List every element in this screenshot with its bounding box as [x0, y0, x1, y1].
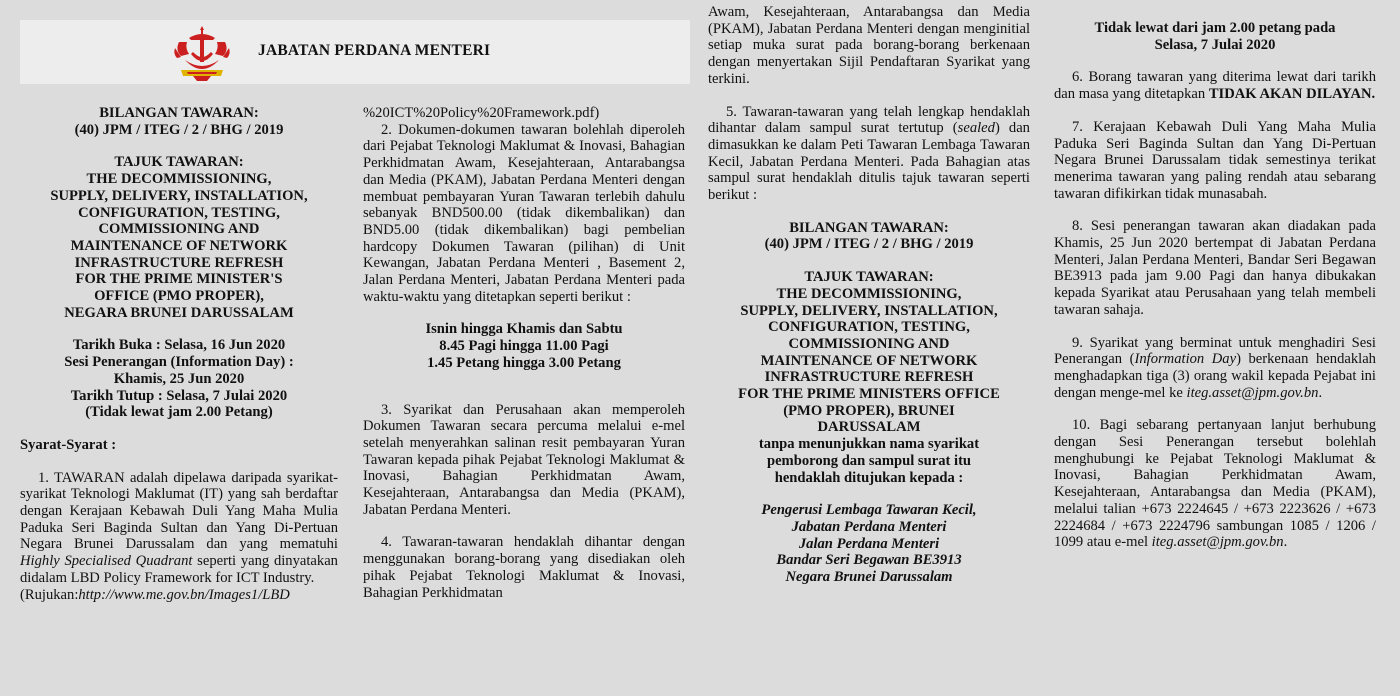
- instruction-line: pemborong dan sampul surat itu: [766, 452, 972, 469]
- title-line: SUPPLY, DELIVERY, INSTALLATION,: [740, 302, 998, 319]
- deadline-line: Selasa, 7 Julai 2020: [1154, 36, 1276, 53]
- title-line: OFFICE (PMO PROPER),: [94, 288, 264, 305]
- address-line: Bandar Seri Begawan BE3913: [776, 552, 962, 569]
- hours-line: 1.45 Petang hingga 3.00 Petang: [427, 354, 621, 371]
- title-line: COMMISSIONING AND: [98, 221, 260, 238]
- title-line: THE DECOMMISSIONING,: [776, 285, 962, 302]
- date-line: Tarikh Tutup : Selasa, 7 Julai 2020: [70, 387, 288, 404]
- reference-url-cont: %20ICT%20Policy%20Framework.pdf): [363, 105, 600, 121]
- conditions-heading: Syarat-Syarat :: [20, 436, 117, 453]
- address-line: Pengerusi Lembaga Tawaran Kecil,: [761, 502, 977, 519]
- date-line: Tarikh Buka : Selasa, 16 Jun 2020: [72, 337, 286, 354]
- tender-number: (40) JPM / ITEG / 2 / BHG / 2019: [764, 236, 974, 253]
- paragraph-9: 9. Syarikat yang berminat untuk menghadiri Sesi Penerangan (Information Day) berkenaan hendaklah menghadapkan tiga (3) orang wakil kepada Pejabat ini dengan menge-mel ke iteg.asset@jpm.gov.bn.: [1054, 334, 1376, 401]
- paragraph-8: 8. Sesi penerangan tawaran akan diadakan pada Khamis, 25 Jun 2020 bertempat di Jabatan Perdana Menteri, Jalan Perdana Menteri, Bandar Seri Begawan BE3913 pada jam 9.00 Pagi dan hanya dibukakan kepada Syarikat atau Perusahaan yang telah membeli tawaran sahaja.: [1054, 218, 1376, 318]
- title-line: SUPPLY, DELIVERY, INSTALLATION,: [50, 187, 308, 204]
- title-line: NEGARA BRUNEI DARUSSALAM: [64, 304, 294, 321]
- paragraph-1: 1. TAWARAN adalah dipelawa daripada syarikat-syarikat Teknologi Maklumat (IT) yang sah berdaftar dengan Kerajaan Kebawah Duli Yang Maha Mulia Paduka Seri Baginda Sultan dan Yang Di-Pertuan Negara Brunei Darussalam dan yang mematuhi Highly Specialised Quadrant seperti yang dinyatakan didalam LBD Policy Framework for ICT Industry.: [20, 469, 338, 586]
- title-line: THE DECOMMISSIONING,: [86, 171, 272, 188]
- title-line: (PMO PROPER), BRUNEI: [783, 402, 955, 419]
- tender-title-block: [708, 269, 1030, 436]
- date-line: Khamis, 25 Jun 2020: [113, 370, 245, 387]
- title-line: COMMISSIONING AND: [788, 335, 950, 352]
- paragraph-2: 2. Dokumen-dokumen tawaran bolehlah diperoleh dari Pejabat Teknologi Maklumat & Inovasi, Bahagian Perkhidmatan Awam, Kesejahteraan, Antarabangsa dan Media (PKAM), Jabatan Perdana Menteri dengan membuat pembayaran Yuran Tawaran terlebih dahulu sebanyak BND500.00 (tidak dikembalikan) dan BND5.00 (tidak dikembalikan) bagi pembelian hardcopy Dokumen Tawaran (pilihan) di Unit Kewangan, Jabatan Perdana Menteri , Basement 2, Jalan Perdana Menteri, Jabatan Perdana Menteri pada waktu-waktu yang ditetapkan seperti berikut :: [363, 121, 685, 305]
- column-4: [1054, 20, 1376, 551]
- address-line: Jalan Perdana Menteri: [798, 535, 940, 552]
- title-line: FOR THE PRIME MINISTER'S: [75, 271, 283, 288]
- dates-block: [20, 337, 338, 421]
- email-link[interactable]: iteg.asset@jpm.gov.bn: [1186, 384, 1319, 401]
- paragraph-4-cont: Awam, Kesejahteraan, Antarabangsa dan Media (PKAM), Jabatan Perdana Menteri dengan menginitial setiap muka surat pada borang-borang berkenaan dengan menyertakan Sijil Pendaftaran Syarikat yang terkini.: [708, 4, 1030, 87]
- title-line: MAINTENANCE OF NETWORK: [760, 352, 978, 369]
- address-block: [708, 502, 1030, 586]
- title-line: DARUSSALAM: [817, 419, 921, 436]
- address-line: Negara Brunei Darussalam: [785, 569, 953, 586]
- address-line: Jabatan Perdana Menteri: [791, 518, 947, 535]
- letterhead: [20, 20, 690, 84]
- brunei-crest-icon: [171, 24, 233, 82]
- email-link[interactable]: iteg.asset@jpm.gov.bn: [1151, 534, 1284, 551]
- title-line: INFRASTRUCTURE REFRESH: [74, 254, 284, 271]
- tender-number-heading: BILANGAN TAWARAN:: [789, 219, 949, 236]
- tender-number-heading: BILANGAN TAWARAN:: [99, 105, 259, 121]
- title-line: INFRASTRUCTURE REFRESH: [764, 369, 974, 386]
- title-line: CONFIGURATION, TESTING,: [78, 204, 280, 221]
- hours-line: 8.45 Pagi hingga 11.00 Pagi: [439, 338, 609, 355]
- paragraph-10: 10. Bagi sebarang pertanyaan lanjut berhubung dengan Sesi Penerangan tersebut bolehlah menghubungi ke Pejabat Teknologi Maklumat & Inovasi, Bahagian Perkhidmatan Awam, Kesejahteraan, Antarabangsa dan Media (PKAM), melalui talian +673 2224645 / +673 2223626 / +673 2224684 / +673 2224796 sambungan 1085 / 1206 / 1099 atau e-mel iteg.asset@jpm.gov.bn.: [1054, 417, 1376, 551]
- deadline-line: Tidak lewat dari jam 2.00 petang pada: [1094, 20, 1336, 36]
- paragraph-3: 3. Syarikat dan Perusahaan akan memperoleh Dokumen Tawaran secara percuma melalui e-mel setelah menyerahkan salinan resit pembayaran Yuran Tawaran kepada pihak Pejabat Teknologi Maklumat & Inovasi, Bahagian Perkhidmatan Awam, Kesejahteraan, Antarabangsa dan Media (PKAM), Jabatan Perdana Menteri.: [363, 401, 685, 518]
- title-line: TAJUK TAWARAN:: [804, 269, 934, 286]
- instruction-line: hendaklah ditujukan kepada :: [774, 469, 964, 486]
- title-line: TAJUK TAWARAN:: [114, 154, 244, 171]
- paragraph-5: 5. Tawaran-tawaran yang telah lengkap hendaklah dihantar dalam sampul surat tertutup (sealed) dan dimasukkan ke dalam Peti Tawaran Lembaga Tawaran Kecil, Jabatan Perdana Menteri. Pada Bahagian atas sampul surat hendaklah ditulis tajuk tawaran seperti berikut :: [708, 103, 1030, 204]
- column-1: [20, 105, 338, 603]
- paragraph-7: 7. Kerajaan Kebawah Duli Yang Maha Mulia Paduka Seri Baginda Sultan dan Yang Di-Pertuan Negara Brunei Darussalam tidak semestinya terikat menerima tawaran yang paling rendah atau sebarang tawaran difikirkan tidak munasabah.: [1054, 118, 1376, 202]
- column-2: [363, 105, 685, 601]
- reference-line: (Rujukan:http://www.me.gov.bn/Images1/LBD: [20, 586, 290, 603]
- title-line: CONFIGURATION, TESTING,: [768, 319, 970, 336]
- column-3: [708, 4, 1030, 586]
- paragraph-4: 4. Tawaran-tawaran hendaklah dihantar dengan menggunakan borang-borang yang disediakan oleh pihak Pejabat Teknologi Maklumat & Inovasi, Bahagian Perkhidmatan: [363, 534, 685, 601]
- paragraph-6: 6. Borang tawaran yang diterima lewat dari tarikh dan masa yang ditetapkan TIDAK AKAN DILAYAN.: [1054, 69, 1376, 103]
- title-line: MAINTENANCE OF NETWORK: [70, 237, 288, 254]
- instruction-line: tanpa menunjukkan nama syarikat: [758, 436, 980, 453]
- tender-number: (40) JPM / ITEG / 2 / BHG / 2019: [74, 121, 284, 138]
- agency-name: JABATAN PERDANA MENTERI: [258, 42, 491, 59]
- date-line: Sesi Penerangan (Information Day) :: [64, 354, 294, 371]
- reference-url[interactable]: http://www.me.gov.bn/Images1/LBD: [78, 586, 290, 603]
- title-line: FOR THE PRIME MINISTERS OFFICE: [738, 386, 1000, 403]
- hours-line: Isnin hingga Khamis dan Sabtu: [425, 321, 623, 338]
- date-line: (Tidak lewat jam 2.00 Petang): [85, 404, 273, 421]
- tender-title-block: [20, 154, 338, 321]
